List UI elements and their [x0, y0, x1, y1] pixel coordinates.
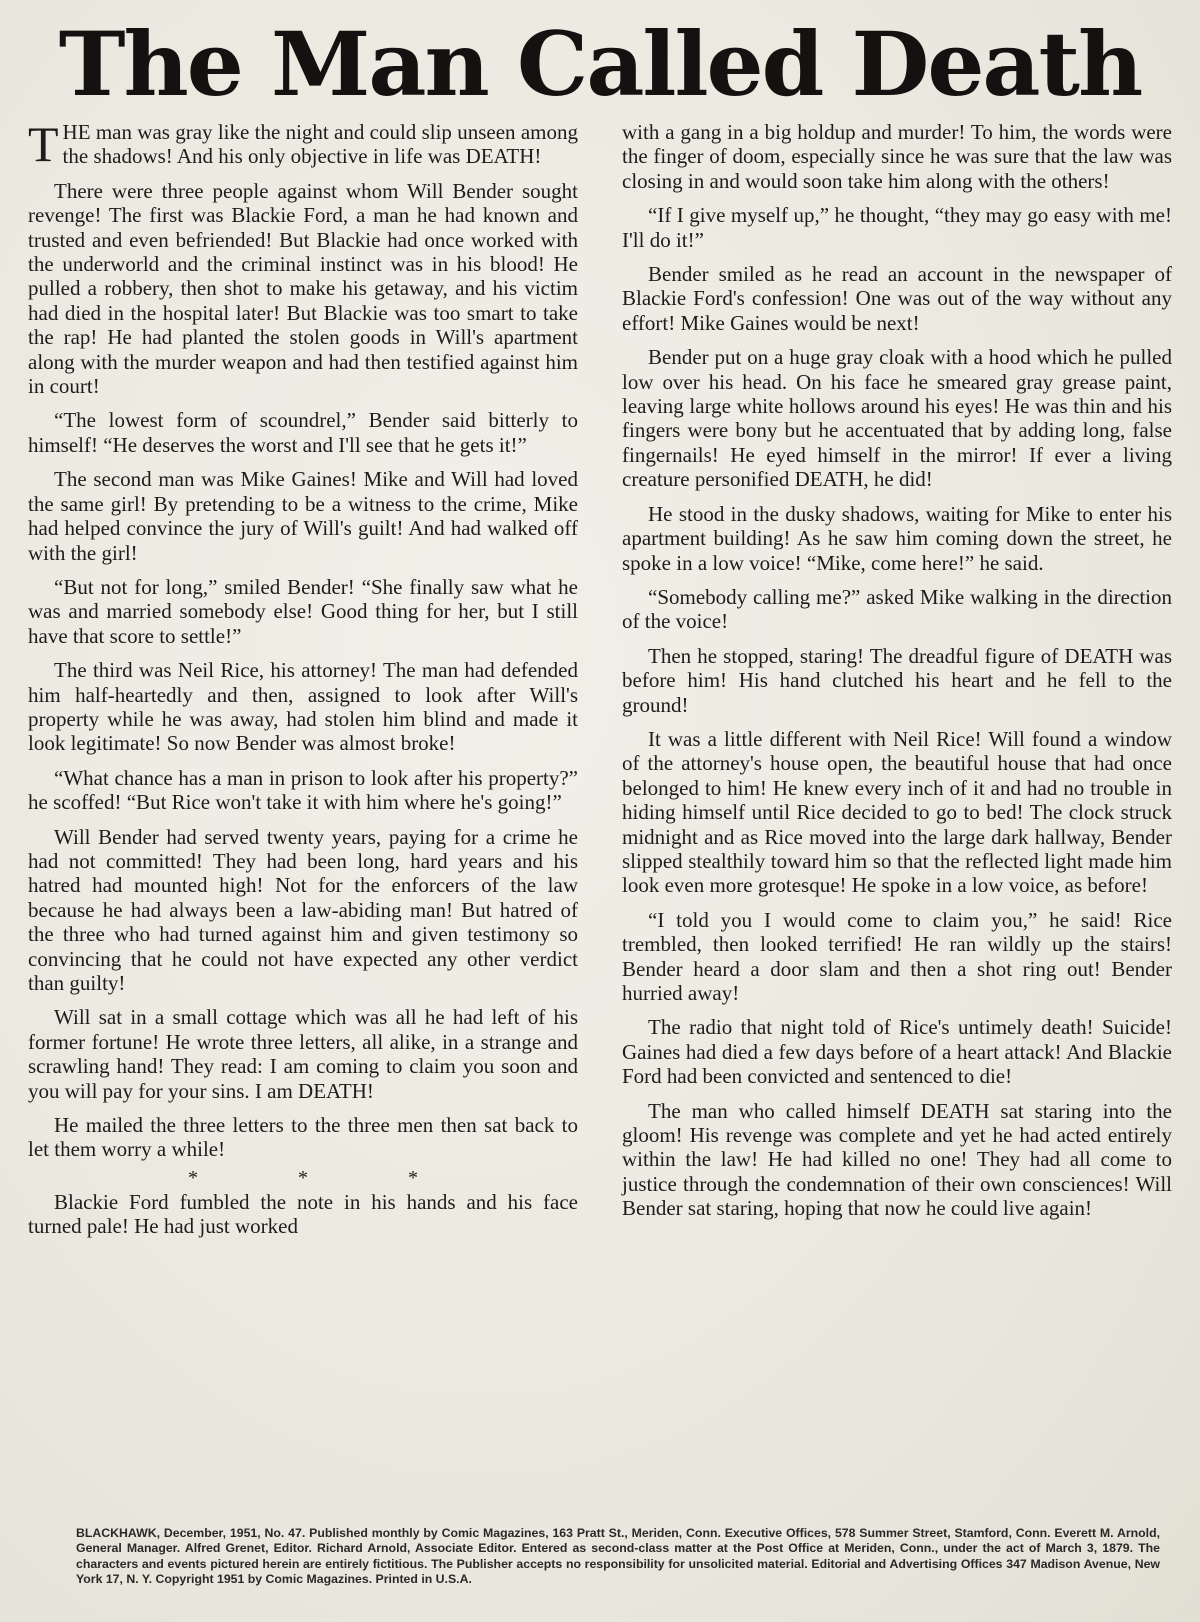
- paragraph-intro: [28, 116, 578, 172]
- separator-star: *: [298, 1166, 308, 1189]
- paragraph: “The lowest form of scoundrel,” Bender said bitterly to himself! “He deserves the worst and I'll see that he gets it!”: [28, 408, 578, 457]
- paragraph: The second man was Mike Gaines! Mike and Will had loved the same girl! By pretending to be a witness to the crime, Mike had helped convince the jury of Will's guilt! And had walked off with the girl!: [28, 467, 578, 565]
- paragraph: Bender put on a huge gray cloak with a hood which he pulled low over his head. On his face he smeared gray grease paint, leaving large white hollows around his eyes! He was thin and his fingers were bony but he accentuated that by adding long, false fingernails! He eyed himself in the mirror! If ever a living creature personified DEATH, he did!: [622, 345, 1172, 492]
- paragraph: Bender smiled as he read an account in the newspaper of Blackie Ford's confession! One was out of the way without any effort! Mike Gaines would be next!: [622, 262, 1172, 335]
- paragraph: Will Bender had served twenty years, paying for a crime he had not committed! They had been long, hard years and his hatred had mounted high! Not for the enforcers of the law because he had always been a law-abiding man! But hatred of the three who had turned against him and given testimony so convincing that he could not have expected any other verdict than guilty!: [28, 824, 578, 995]
- story-columns: [28, 116, 1172, 1249]
- drop-cap: T: [28, 116, 59, 172]
- separator-star: *: [188, 1166, 198, 1189]
- story-title: The Man Called Death: [58, 12, 1142, 116]
- paragraph: Then he stopped, staring! The dreadful figure of DEATH was before him! His hand clutched his heart and he fell to the ground!: [622, 643, 1172, 717]
- paragraph: Will sat in a small cottage which was all he had left of his former fortune! He wrote three letters, all alike, in a strange and scrawling hand! They read: I am coming to claim you soon and you will pay for your sins. I am DEATH!: [28, 1005, 578, 1103]
- paragraph: “But not for long,” smiled Bender! “She finally saw what he was and married somebody else! Good thing for her, but I still have that score to settle!”: [28, 574, 578, 648]
- paragraph: The radio that night told of Rice's untimely death! Suicide! Gaines had died a few days before of a heart attack! And Blackie Ford had been convicted and sentenced to die!: [622, 1015, 1172, 1089]
- paragraph: Blackie Ford fumbled the note in his hands and his face turned pale! He had just worked: [28, 1189, 578, 1239]
- publication-indicia: BLACKHAWK, December, 1951, No. 47. Published monthly by Comic Magazines, 163 Pratt St., Meriden, Conn. Executive Offices, 578 Summer Street, Stamford, Conn. Everett M. Arnold, General Manager. Alfred Grenet, Editor. Richard Arnold, Associate Editor. Entered as second-class matter at the Post Office at Meriden, Conn., under the act of March 3, 1879. The characters and events pictured herein are entirely fictitious. The Publisher accepts no responsibility for unsolicited material. Editorial and Advertising Offices 347 Madison Avenue, New York 17, N. Y. Copyright 1951 by Comic Magazines. Printed in U.S.A.: [76, 1526, 1160, 1587]
- paragraph: There were three people against whom Will Bender sought revenge! The first was Blackie Ford, a man he had known and trusted and even befriended! But Blackie had once worked with the underworld and the criminal instinct was in his blood! He pulled a robbery, then shot to make his getaway, and his victim had died in the hospital later! But Blackie was too smart to take the rap! He had planted the stolen goods in Will's apartment along with the murder weapon and had then testified against him in court!: [28, 178, 578, 399]
- left-column: [28, 116, 578, 1249]
- paragraph: The third was Neil Rice, his attorney! The man had defended him half-heartedly and then, assigned to look after Will's property while he was away, had stolen him blind and made it look legitimate! So now Bender was almost broke!: [28, 658, 578, 756]
- paragraph: “Somebody calling me?” asked Mike walking in the direction of the voice!: [622, 584, 1172, 634]
- paragraph: “I told you I would come to claim you,” he said! Rice trembled, then looked terrified! He ran wildly up the stairs! Bender heard a door slam and then a shot ring out! Bender hurried away!: [622, 907, 1172, 1005]
- paragraph: He stood in the dusky shadows, waiting for Mike to enter his apartment building! As he saw him coming down the street, he spoke in a low voice! “Mike, come here!” he said.: [622, 501, 1172, 575]
- paragraph: “If I give myself up,” he thought, “they may go easy with me! I'll do it!”: [622, 203, 1172, 252]
- paragraph: “What chance has a man in prison to look after his property?” he scoffed! “But Rice won't take it with him where he's going!”: [28, 765, 578, 815]
- paragraph: The man who called himself DEATH sat staring into the gloom! His revenge was complete and yet he had acted entirely within the law! He had killed no one! They had all come to justice through the condemnation of their own consciences! Will Bender sat staring, hoping that now he could live again!: [622, 1098, 1172, 1221]
- right-column: [622, 120, 1172, 1249]
- paragraph-intro-text: HE man was gray like the night and could slip unseen among the shadows! And his only objective in life was DEATH!: [62, 120, 578, 169]
- paragraph: It was a little different with Neil Rice! Will found a window of the attorney's house open, the beautiful house that had once belonged to him! He knew every inch of it and had no trouble in hiding himself until Rice decided to go to bed! The clock struck midnight and as Rice moved into the large dark hallway, Bender slipped stealthily toward him so that the reflected light made him look even more grotesque! He spoke in a low voice, as before!: [622, 726, 1172, 898]
- paragraph: He mailed the three letters to the three men then sat back to let them worry a while!: [28, 1113, 578, 1162]
- section-separator: [28, 1168, 578, 1188]
- separator-star: *: [408, 1166, 418, 1189]
- paragraph: with a gang in a big holdup and murder! To him, the words were the finger of doom, especially since he was sure that the law was closing in and would soon take him along with the others!: [622, 120, 1172, 193]
